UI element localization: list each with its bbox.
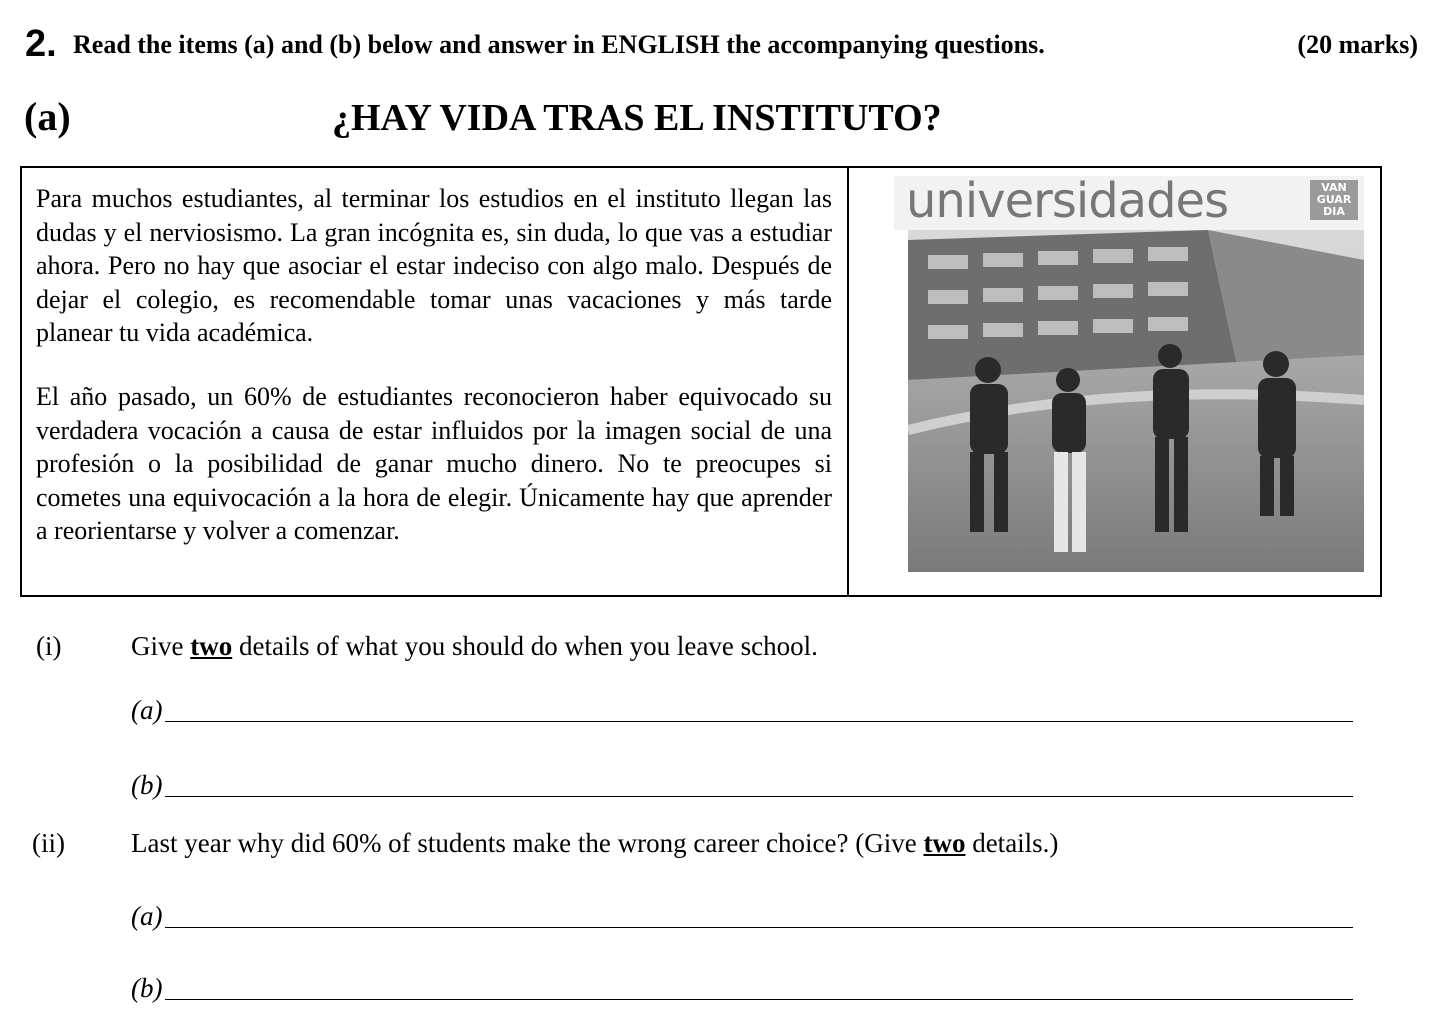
question-ii-emphasis: two	[923, 828, 966, 858]
article-divider	[847, 166, 849, 597]
article-text	[36, 182, 832, 548]
question-i-text	[131, 630, 818, 662]
photo-banner	[894, 173, 1364, 230]
article-title: ¿HAY VIDA TRAS EL INSTITUTO?	[332, 97, 942, 139]
answer-ii-b-field[interactable]	[131, 968, 1353, 1004]
logo-line-3: DIA	[1323, 205, 1345, 218]
students-walking-illustration	[908, 230, 1364, 572]
logo-line-2: GUAR	[1316, 193, 1352, 206]
section-label: (a)	[24, 94, 71, 139]
question-i-emphasis: two	[190, 631, 233, 661]
marks-label: (20 marks)	[1297, 30, 1418, 59]
question-i-suffix: details of what you should do when you leave school.	[232, 631, 818, 661]
article-photo	[894, 173, 1364, 572]
answer-i-a-label: (a)	[131, 695, 163, 725]
newspaper-logo	[1310, 180, 1358, 220]
question-number: 2.	[25, 23, 57, 65]
question-ii-prefix: Last year why did 60% of students make the wrong career choice? (Give	[131, 828, 924, 858]
answer-i-b-label: (b)	[131, 770, 163, 800]
logo-line-1: VAN	[1321, 181, 1347, 194]
answer-i-b-line	[165, 796, 1353, 797]
question-i-prefix: Give	[131, 631, 191, 661]
answer-ii-a-label: (a)	[131, 901, 163, 931]
question-ii-text	[131, 827, 1058, 859]
answer-ii-a-field[interactable]	[131, 896, 1353, 932]
article-paragraph-2: El año pasado, un 60% de estudiantes reconocieron haber equivocado su verdadera vocación a causa de estar influidos por la imagen social de una profesión o la posibilidad de ganar mucho dinero. No te preocupes si cometes una equivocación a la hora de elegir. Únicamente hay que aprender a reorientarse y volver a comenzar.	[36, 381, 832, 546]
instruction-text: Read the items (a) and (b) below and answer in ENGLISH the accompanying questions.	[73, 30, 1045, 59]
photo-banner-text: universidades	[906, 173, 1229, 229]
answer-i-b-field[interactable]	[131, 765, 1353, 801]
answer-ii-b-line	[165, 999, 1353, 1000]
answer-ii-a-line	[165, 927, 1353, 928]
question-ii-number: (ii)	[32, 828, 65, 858]
answer-i-a-line	[165, 721, 1353, 722]
question-ii-suffix: details.)	[965, 828, 1059, 858]
question-i-number: (i)	[36, 631, 62, 661]
article-paragraph-1: Para muchos estudiantes, al terminar los estudios en el instituto llegan las dudas y el nerviosismo. La gran incógnita es, sin duda, lo que vas a estudiar ahora. Pero no hay que asociar el estar indeciso con algo malo. Después de dejar el colegio, es recomendable tomar unas vacaciones y más tarde planear tu vida académica.	[36, 184, 832, 348]
answer-i-a-field[interactable]	[131, 690, 1353, 726]
answer-ii-b-label: (b)	[131, 973, 163, 1003]
